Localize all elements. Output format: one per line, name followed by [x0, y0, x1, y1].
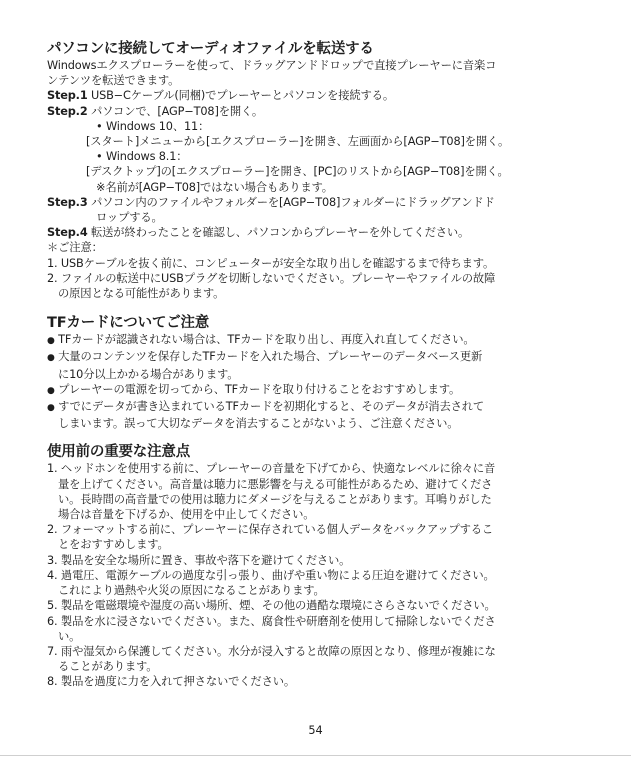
- tf-card-bullet-continued: に10分以上かかる場合があります。: [58, 367, 239, 381]
- step-2-text: パソコンで、[AGP−T08]を開く。: [87, 104, 264, 118]
- precaution-item-continued: 量を上げてください。高音量は聴力に悪影響を与える可能性があるため、避けてくださ: [58, 477, 493, 491]
- tf-card-bullet: ● プレーヤーの電源を切ってから、TFカードを取り付けることをおすすめします。: [47, 382, 461, 396]
- precaution-item: 1. ヘッドホンを使用する前に、プレーヤーの音量を下げてから、快適なレベルに徐々に音: [47, 462, 496, 476]
- intro-line-2: ンテンツを転送できます。: [47, 74, 180, 88]
- step-1: [47, 88, 592, 103]
- tf-card-bullet: ● 大量のコンテンツを保存したTFカードを入れた場合、プレーヤーのデータベース更新: [47, 350, 483, 364]
- step-2: [47, 104, 592, 119]
- tf-card-bullet: ● すでにデータが書き込まれているTFカードを初期化すると、そのデータが消去されて: [47, 400, 485, 414]
- step-3-text: パソコン内のファイルやフォルダーを[AGP−T08]フォルダーにドラッグアンドド: [87, 195, 495, 209]
- precaution-item-continued: い。: [58, 629, 81, 643]
- precaution-item: 3. 製品を安全な場所に置き、事故や落下を避けてください。: [47, 553, 351, 567]
- windows-81-instructions: [デスクトップ]の[エクスプローラー]を開き、[PC]のリストから[AGP−T08]を開く。: [86, 165, 509, 179]
- windows-10-title: • Windows 10、11：: [96, 119, 210, 133]
- bullet-icon: ●: [47, 385, 55, 396]
- step-3-continued: ロップする。: [96, 211, 163, 225]
- step-3: [47, 195, 592, 210]
- caution-item: 1. USBケーブルを抜く前に、コンピューターが安全な取り出しを確認するまで待ちます。: [47, 256, 495, 270]
- precaution-item-continued: これにより過熱や火災の原因になることがあります。: [58, 584, 325, 598]
- bottom-divider: [0, 755, 631, 756]
- bullet-icon: ●: [47, 336, 55, 347]
- caution-item-continued: の原因となる可能性があります。: [58, 287, 225, 301]
- precaution-item-continued: い。長時間の高音量での使用は聴力にダメージを与えることがあります。耳鳴りがした: [58, 492, 492, 506]
- windows-81-title: • Windows 8.1：: [96, 150, 188, 164]
- step-4-text: 転送が終わったことを確認し、パソコンからプレーヤーを外してください。: [87, 226, 470, 240]
- windows-10-instructions: [スタート]メニューから[エクスプローラー]を開き、左画面から[AGP−T08]を開く。: [86, 135, 510, 149]
- caution-title: ＊ご注意：: [47, 241, 103, 255]
- precautions-section-heading: 使用前の重要な注意点: [47, 444, 190, 461]
- precaution-item-continued: 場合は音量を下げるか、使用を中止してください。: [58, 508, 315, 522]
- bullet-icon: ●: [47, 353, 55, 364]
- manual-page: [47, 40, 592, 690]
- intro-line-1: Windowsエクスプローラーを使って、ドラッグアンドドロップで直接プレーヤーに音楽コ: [47, 59, 497, 72]
- step-3-label: Step.3: [47, 195, 88, 209]
- caution-item: 2. ファイルの転送中にUSBプラグを切断しないでください。プレーヤーやファイルの故障: [47, 271, 496, 285]
- precaution-item: 7. 雨や湿気から保護してください。水分が浸入すると故障の原因となり、修理が複雑にな: [47, 644, 496, 658]
- tf-card-bullet-continued: しまいます。誤って大切なデータを消去することがないよう、ご注意ください。: [58, 417, 459, 431]
- precaution-item: 6. 製品を水に浸さないでください。また、腐食性や研磨剤を使用して掃除しないでくださ: [47, 614, 496, 628]
- step-2-label: Step.2: [47, 104, 88, 118]
- precaution-item: 2. フォーマットする前に、プレーヤーに保存されている個人データをバックアップするこ: [47, 523, 494, 537]
- step-1-text: USB−Cケーブル(同梱)でプレーヤーとパソコンを接続する。: [87, 89, 394, 103]
- step-1-label: Step.1: [47, 89, 88, 103]
- step-4: [47, 225, 592, 240]
- precaution-item: 8. 製品を過度に力を入れて押さないでください。: [47, 675, 296, 689]
- transfer-section-heading: パソコンに接続してオーディオファイルを転送する: [47, 41, 374, 57]
- step-4-label: Step.4: [47, 226, 88, 240]
- page-number: 54: [308, 724, 323, 737]
- precaution-item-continued: とをおすすめします。: [58, 538, 169, 552]
- precaution-item: 4. 過電圧、電源ケーブルの過度な引っ張り、曲げや重い物による圧迫を避けてください。: [47, 568, 495, 582]
- tf-card-section-heading: TFカードについてご注意: [47, 315, 210, 332]
- device-name-note: ※名前が[AGP−T08]ではない場合もあります。: [96, 180, 333, 194]
- bullet-icon: ●: [47, 403, 55, 414]
- precaution-item-continued: ることがあります。: [58, 660, 158, 674]
- precaution-item: 5. 製品を電磁環境や湿度の高い場所、煙、その他の過酷な環境にさらさないでください。: [47, 599, 496, 613]
- tf-card-bullet: ● TFカードが認識されない場合は、TFカードを取り出し、再度入れ直してください。: [47, 333, 475, 347]
